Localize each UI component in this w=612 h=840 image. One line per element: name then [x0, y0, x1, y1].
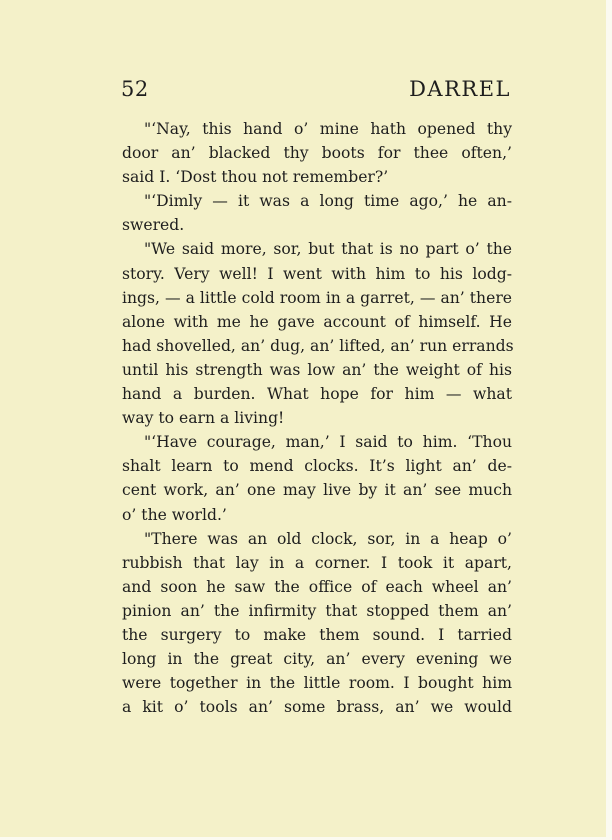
- text-line: "We said more, sor, but that is no part o’ the: [144, 240, 512, 259]
- running-head-title: DARREL: [409, 77, 511, 101]
- text-line: and soon he saw the office of each wheel an’: [122, 577, 512, 596]
- text-line: o’ the world.’: [122, 505, 227, 524]
- text-line: "‘Nay, this hand o’ mine hath opened thy: [144, 120, 512, 138]
- text-line: alone with me he gave account of himself. He: [122, 312, 512, 331]
- text-line: said I. ‘Dost thou not remember?’: [122, 168, 389, 187]
- page-right-edge: [606, 0, 612, 840]
- text-line: the surgery to make them sound. I tarried: [122, 625, 512, 644]
- text-line: cent work, an’ one may live by it an’ see much: [122, 481, 512, 500]
- text-line: shalt learn to mend clocks. It’s light an’ de-: [122, 457, 512, 476]
- text-line: long in the great city, an’ every evening we: [122, 650, 512, 669]
- text-line: hand a burden. What hope for him — what: [122, 385, 512, 404]
- text-line: were together in the little room. I bought him: [122, 674, 512, 693]
- text-line: story. Very well! I went with him to his lodg-: [122, 264, 512, 283]
- text-line: "‘Have courage, man,’ I said to him. ‘Thou: [144, 433, 512, 452]
- text-line: pinion an’ the infirmity that stopped them an’: [122, 601, 512, 620]
- page-number: 52: [121, 77, 149, 101]
- text-line: door an’ blacked thy boots for thee often,’: [122, 144, 512, 163]
- text-line: had shovelled, an’ dug, an’ lifted, an’ run errands: [122, 336, 514, 355]
- text-line: "‘Dimly — it was a long time ago,’ he an-: [144, 192, 512, 211]
- text-line: until his strength was low an’ the weight of his: [122, 360, 512, 379]
- text-line: a kit o’ tools an’ some brass, an’ we would: [122, 698, 512, 717]
- text-line: way to earn a living!: [122, 409, 285, 428]
- text-line: rubbish that lay in a corner. I took it apart,: [122, 553, 512, 572]
- text-line: ings, — a little cold room in a garret, — an’ there: [122, 288, 512, 307]
- text-line: "There was an old clock, sor, in a heap o’: [144, 529, 512, 548]
- text-line: swered.: [122, 216, 185, 235]
- page-body-text: [122, 117, 512, 719]
